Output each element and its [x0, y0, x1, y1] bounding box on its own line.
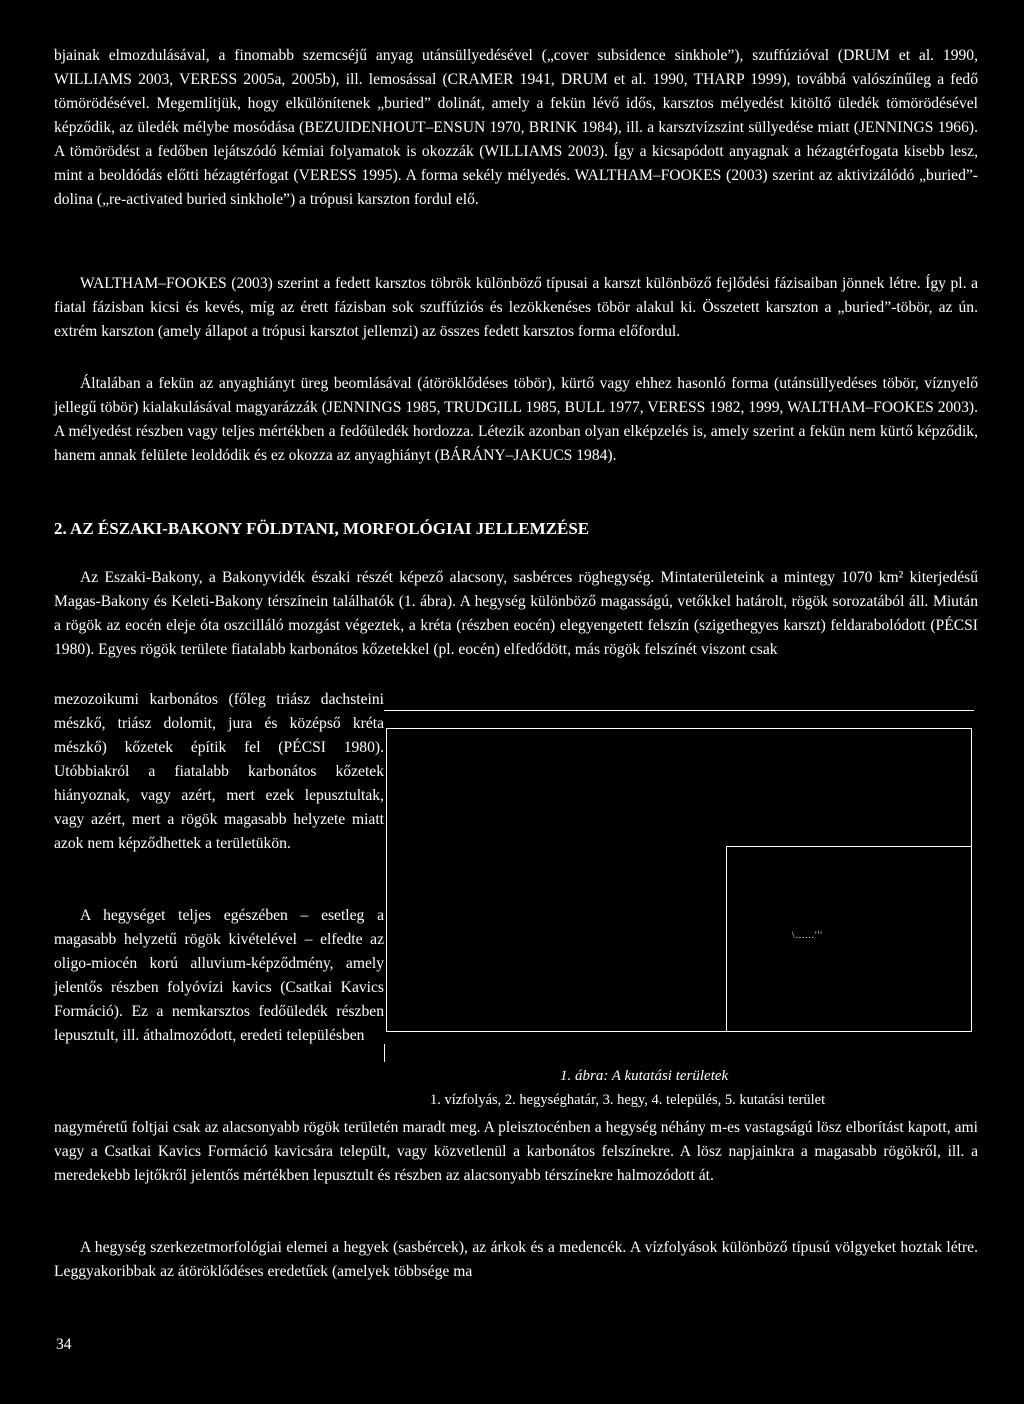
paragraph-8: A hegység szerkezetmorfológiai elemei a hegyek (sasbércek), az árkok és a medencék. A vízfolyások különböző típusú völgyeket hoztak létre. Leggyakoribbak az átöröklődéses eredetűek (amelyek többsége ma	[54, 1239, 978, 1280]
paragraph-5: mezozoikumi karbonátos (főleg triász dachsteini mészkő, triász dolomit, jura és középső kréta mészkő) kőzetek építik fel (PÉCSI 1980). Utóbbiakról a fiatalabb karbonátos kőzetek hiányoznak, vagy azért, mert ezek lepusztultak, vagy azért, mert a rögök magasabb helyzete miatt azok nem képződhettek a területükön.	[54, 691, 384, 852]
map-marks: \......'''	[792, 930, 823, 940]
page-number: 34	[56, 1336, 72, 1353]
paragraph-2: WALTHAM–FOOKES (2003) szerint a fedett karsztos töbrök különböző típusai a karszt különböző fejlődési fázisaiban jönnek létre. Így pl. a fiatal fázisban kicsi és kevés, míg az érett fázisban sok szuffúziós és lezökkenéses töbör alakul ki. Összetett karszton a „buried”-töbör, az ún. extrém karszton (amely állapot a trópusi karsztot jellemzi) az összes fedett karsztos forma előfordul.	[54, 275, 978, 340]
paragraph-6: A hegységet teljes egészében – esetleg a magasabb helyzetű rögök kivételével – elfedte az oligo-miocén korú alluvium-képződmény, amely jelentős részben folyóvízi kavics (Csatkai Kavics Formáció). Ez a nemkarsztos fedőüledék részben lepusztult, ill. áthalmozódott, eredeti településben	[54, 907, 384, 1044]
paragraph-3: Általában a fekün az anyaghiányt üreg beomlásával (átöröklődéses töbör), kürtő vagy ehhez hasonló forma (utánsüllyedéses töbör, víznyelő jellegű töbör) kialakulásával magyarázzák (JENNINGS 1985, TRUDGILL 1985, BULL 1977, VERESS 1982, 1999, WALTHAM–FOOKES 2003). A mélyedést részben vagy teljes mértékben a fedőüledék hordozza. Létezik azonban olyan elképzelés is, amely szerint a fekün nem kürtő képződik, hanem annak felülete leoldódik és ez okozza az anyaghiányt (BÁRÁNY–JAKUCS 1984).	[54, 375, 978, 464]
map-inset-line	[726, 846, 972, 1032]
paragraph-1: bjainak elmozdulásával, a finomabb szemcséjű anyag utánsüllyedésével („cover subsidence sinkhole”), szuffúzióval (DRUM et al. 1990, WILLIAMS 2003, VERESS 2005a, 2005b), ill. lemosással (CRAMER 1941, DRUM et al. 1990, THARP 1999), továbbá valószínűleg a fedő tömörödésével. Megemlítjük, hogy elkülönítenek „buried” dolinát, amely a fekün lévő idős, karsztos mélyedést kitöltő üledék tömörödésével képződik, az üledék mélybe mosódása (BEZUIDENHOUT–ENSUN 1970, BRINK 1984), ill. a karsztvízszint süllyedése miatt (JENNINGS 1966). A tömörödést a fedőben lejátszódó kémiai folyamatok is okozzák (WILLIAMS 2003). Így a kicsapódott anyagnak a hézagtérfogata kisebb lesz, mint a beoldódás előtti hézagtérfogat (VERESS 1995). A forma sekély mélyedés. WALTHAM–FOOKES (2003) szerint az aktivizálódó „buried”-dolina („re-activated buried sinkhole”) a trópusi karszton fordul elő.	[54, 47, 978, 208]
paragraph-4: Az Eszaki-Bakony, a Bakonyvidék északi részét képező alacsony, sasbérces röghegység. Mintaterületeink a mintegy 1070 km² kiterjedésű Magas-Bakony és Keleti-Bakony térszínein találhatók (1. ábra). A hegység különböző magasságú, vetőkkel határolt, rögök sorozatából áll. Miután a rögök az eocén eleje óta oszcilláló mozgást végeztek, a kréta (részben eocén) elegyengetett felszín (szigethegyes karszt) feldarabolódott (PÉCSI 1980). Egyes rögök területe fiatalabb karbonátos kőzetekkel (pl. eocén) elfedődött, más rögök felszínét viszont csak	[54, 569, 978, 658]
paragraph-7: nagyméretű foltjai csak az alacsonyabb rögök területén maradt meg. A pleisztocénben a hegység néhány m-es vastagságú lösz elborítást kapott, ami vagy a Csatkai Kavics Formáció kavicsára települt, vagy közvetlenül a karbonátos felszínekre. A lösz napjainkra a magasabb rögökről, ill. a meredekebb lejtőkről jelentős mértékben lepusztult és részben az alacsonyabb térszínekre halmozódott át.	[54, 1119, 978, 1184]
figure-caption: 1. ábra: A kutatási területek	[560, 1068, 729, 1084]
figure-legend: 1. vízfolyás, 2. hegységhatár, 3. hegy, 4. település, 5. kutatási terület	[430, 1092, 826, 1108]
figure-tick	[384, 1044, 385, 1062]
section-heading: 2. AZ ÉSZAKI-BAKONY FÖLDTANI, MORFOLÓGIAI JELLEMZÉSE	[54, 519, 590, 538]
